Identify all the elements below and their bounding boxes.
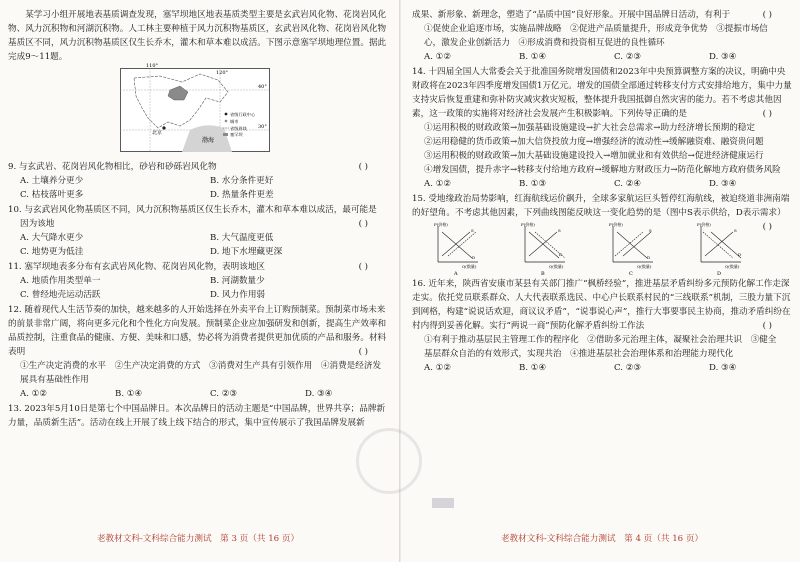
q9-option-b: B. 水分条件更好 xyxy=(210,176,274,186)
svg-text:Q(数量): Q(数量) xyxy=(637,264,652,269)
map-sea-label: 渤海 xyxy=(202,137,215,144)
q10-option-b: B. 大气温度更低 xyxy=(210,233,274,243)
q10-option-d: D. 地下水埋藏更深 xyxy=(210,247,283,257)
q15-chart-b xyxy=(517,222,569,276)
svg-text:D: D xyxy=(559,252,563,257)
question-9: 9. 与玄武岩、花岗岩风化物相比，砂岩和砂砾岩风化物 ( ) A. 土壤养分更少 B. 水分条件更好 C. 枯枝落叶更多 D. 热量条件更差 xyxy=(8,160,388,202)
q10-option-c: C. 地势更为低洼 xyxy=(20,247,84,257)
svg-text:P(价格): P(价格) xyxy=(521,222,536,227)
q14-option-b: B. ①③ xyxy=(519,179,547,189)
question-16: 16. 近年来，陕西省安康市某县有关部门推广“枫桥经验”，推进基层矛盾纠纷多元预防化解工作走深走实。依托党员联系群众、人大代表联系选民、中心户长联系村民的“三线联系”机制，三股力量下沉到网格，构建“说说话欢迎，商议议矛盾”，“说事说心声”，推行大事要事民主协商，推动矛盾纠纷在村内得到妥善化解。实行“两说一商”预防化解矛盾纠纷工作法 ( ) ①有利于推动基层民主管理工作的程序化 ②借助多元治理主体，凝聚社会治理共识 ③健全 基层群众自治的有效形式，实现共治 ④推进基层社会治理体系和治理能力现代化 A. ①② B. ①④ C. ②③ D. ③④ xyxy=(412,279,791,373)
q11-option-d: D. 风力作用弱 xyxy=(210,290,266,300)
q11-option-a: A. 地质作用类型单一 xyxy=(20,276,101,286)
q14-item-4: ④增发国债，提升赤字→转移支付给地方政府→缓解地方财政压力→防范化解地方政府债务风险 xyxy=(424,165,781,175)
svg-text:Q(数量): Q(数量) xyxy=(461,264,477,269)
q14-option-d: D. ③④ xyxy=(709,179,737,189)
svg-text:S: S xyxy=(733,228,737,233)
map-place-label: 北京 xyxy=(152,130,163,136)
svg-text:P(价格): P(价格) xyxy=(696,222,711,227)
q13-option-a: A. ①② xyxy=(424,52,452,62)
q14-option-c: C. ②④ xyxy=(614,179,642,189)
q14-item-3: ③运用积极的财政政策→加大基础设施建设投入→增加就业和有效供给→促进经济健康运行 xyxy=(424,151,764,161)
svg-text:S: S xyxy=(558,228,562,233)
q15-charts xyxy=(412,222,763,276)
q15-chart-c xyxy=(605,222,657,276)
q13-option-b: B. ①④ xyxy=(519,52,547,62)
question-12: 12. 随着现代人生活节奏的加快，越来越多的人开始选择在外卖平台上订购预制菜。预制菜市场未来的前景非常广阔，将向更多元化和个性化方向发展。预制菜企业应加强研发和创新，提高生产效率和品质控制，注重食品的健康、方便、美味和口感，势必将为消费者提供更加优质的产品和服务。材料表明 ( ) ①生产决定消费的水平 ②生产决定消费的方式 ③消费对生产具有引领作用 ④消费是经济发展具有基础性作用 A. ①② B. ①④ C. ②③ D. ③④ xyxy=(8,305,387,399)
svg-text:D: D xyxy=(471,255,476,260)
svg-text:P(价格): P(价格) xyxy=(609,222,623,227)
q15-chart-c-label: C xyxy=(629,271,633,277)
svg-text:省级行政中心: 省级行政中心 xyxy=(230,112,256,117)
watermark-seal xyxy=(356,428,422,494)
saihanba-location-map xyxy=(120,63,270,152)
q13-option-c: C. ②③ xyxy=(614,52,642,62)
q15-chart-b-label: B xyxy=(541,271,546,277)
q12-option-c: C. ②③ xyxy=(210,389,238,399)
q9-option-d: D. 热量条件更差 xyxy=(210,190,274,200)
q9-option-c: C. 枯枝落叶更多 xyxy=(20,190,84,200)
svg-text:城市: 城市 xyxy=(230,119,239,124)
q16-option-c: C. ②③ xyxy=(614,363,642,373)
svg-text:P(价格): P(价格) xyxy=(433,222,448,227)
right-page xyxy=(412,8,792,544)
q16-option-b: B. ①④ xyxy=(519,363,547,373)
svg-text:Q(数量): Q(数量) xyxy=(724,264,740,269)
svg-text:D: D xyxy=(647,255,651,260)
q15-chart-d xyxy=(693,222,745,276)
q9-option-a: A. 土壤养分更少 xyxy=(20,176,84,186)
svg-text:S: S xyxy=(470,228,474,233)
watermark-badge xyxy=(432,498,454,508)
map-lon-120: 120° xyxy=(216,70,229,76)
legend-capital-icon xyxy=(225,113,228,116)
q14-item-1: ①运用积极的财政政策→加强基础设施建设→扩大社会总需求→助力经济增长预期的稳定 xyxy=(424,123,755,133)
q11-option-b: B. 河湖数量少 xyxy=(210,276,265,286)
q10-option-a: A. 大气降水更少 xyxy=(20,233,84,243)
question-14: 14. 十四届全国人大常委会关于批准国务院增发国债和2023年中央预算调整方案的决议，明确中央财政将在2023年四季度增发国债1万亿元。增发的国债全部通过转移支付方式安排给地方，集中力量支持灾后恢复重建和弥补防灾减灾救灾短板，整体提升我国抵御自然灾害的能力。若不考虑其他因素，这一政策的实施将对经济社会发展产生积极影响。下列传导正确的是 ( ) ①运用积极的财政政策→加强基础设施建设→扩大社会总需求→助力经济增长预期的稳定 ②运用稳健的货币政策→加大信贷投放力度→增强经济的流动性→缓解融资难、融资贵问题 ③运用积极的财政政策→加大基础设施建设投入→增加就业和有效供给→促进经济健康运行 ④增发国债，提升赤字→转移支付给地方政府→缓解地方财政压力→防范化解地方政府债务风险 A. ①② B. ①③ C. ②④ D. ③④ xyxy=(412,67,792,189)
q14-option-a: A. ①② xyxy=(424,179,452,189)
q15-chart-a xyxy=(430,222,482,276)
question-13-continued: 成果、新形象、新理念，塑造了“品质中国”良好形象。开展中国品牌日活动，有利于 ( ) ①促使企业追逐市场，实施品牌战略 ②促进产品质量提升，形成竞争优势 ③提振市场信 心，激发企业创新活力 ④形成消费和投资相互促进的良性循环 A. ①② B. ①④ C. ②③ D. ③④ xyxy=(412,8,792,64)
q12-option-a: A. ①② xyxy=(20,389,48,399)
question-10: 10. 与玄武岩风化物基质区不同，风力沉积物基质区仅生长乔木，灌木和草本难以成活，最可能是 因为该地 ( ) A. 大气降水更少 B. 大气温度更低 C. 地势更为低洼 D. 地下水埋藏更深 xyxy=(8,203,388,259)
q12-option-d: D. ③④ xyxy=(305,389,333,399)
question-13: 13. 2023年5月10日是第七个中国品牌日。本次品牌日的活动主题是“中国品牌，世界共享；品牌新力量，品质新生活”。活动在线上开展了线上线下结合的形式，集中宣传展示了我国品牌发展新 xyxy=(8,404,386,428)
question-15: 15. 受地缘政治局势影响，红海航线运价飙升，全球多家航运巨头暂停红海航线，被迫绕道非洲南端的好望角。不考虑其他因素，下列曲线图能反映这一变化趋势的是（图中S表示供给，D表示需求） ( ) P(价格) Q(数量) S D A P(价格) Q(数量) S D B P(价格) Q(数量) S D C P(价格) Q(数量) S D D xyxy=(412,194,790,277)
svg-text:塞罕坝: 塞罕坝 xyxy=(230,132,243,137)
q15-chart-a-label: A xyxy=(453,271,458,277)
q11-option-c: C. 曾经地壳运动活跃 xyxy=(20,290,101,300)
q16-option-a: A. ①② xyxy=(424,363,452,373)
q13-option-d: D. ③④ xyxy=(709,52,737,62)
legend-saihanba-icon xyxy=(223,133,228,136)
svg-text:D: D xyxy=(737,252,741,257)
q14-item-2: ②运用稳健的货币政策→加大信贷投放力度→增强经济的流动性→缓解融资难、融资贵问题 xyxy=(424,137,764,147)
map-lat-30: 30° xyxy=(258,124,267,130)
svg-text:S: S xyxy=(649,228,652,233)
intro-paragraph: 某学习小组开展地表基质调查发现，塞罕坝地区地表基质类型主要是玄武岩风化物、花岗岩风化物、风力沉积物和河湖沉积物。人工林主要种植于风力沉积物基质区，玄武岩风化物、花岗岩风化物基质区不同，风力沉积物基质区仅生长乔木，灌木和草本难以成活。下图示意塞罕坝地理位置。据此完成9～11题。 xyxy=(8,10,387,62)
svg-text:省级界线: 省级界线 xyxy=(230,126,247,131)
right-footer: 老教材文科-文科综合能力测试 第 4 页（共 16 页） xyxy=(500,534,704,544)
map-lat-40: 40° xyxy=(258,84,267,90)
svg-text:Q(数量): Q(数量) xyxy=(549,264,564,269)
map-lon-110: 110° xyxy=(146,63,159,69)
question-11: 11. 塞罕坝地表多分布有玄武岩风化物、花岗岩风化物，表明该地区 ( ) A. 地质作用类型单一 B. 河湖数量少 C. 曾经地壳运动活跃 D. 风力作用弱 xyxy=(8,260,388,302)
beijing-marker-icon xyxy=(162,126,165,129)
left-footer: 老教材文科-文科综合能力测试 第 3 页（共 16 页） xyxy=(96,534,300,544)
left-page xyxy=(8,8,388,544)
q12-option-b: B. ①④ xyxy=(115,389,143,399)
q16-option-d: D. ③④ xyxy=(709,363,737,373)
q15-chart-d-label: D xyxy=(716,271,721,277)
